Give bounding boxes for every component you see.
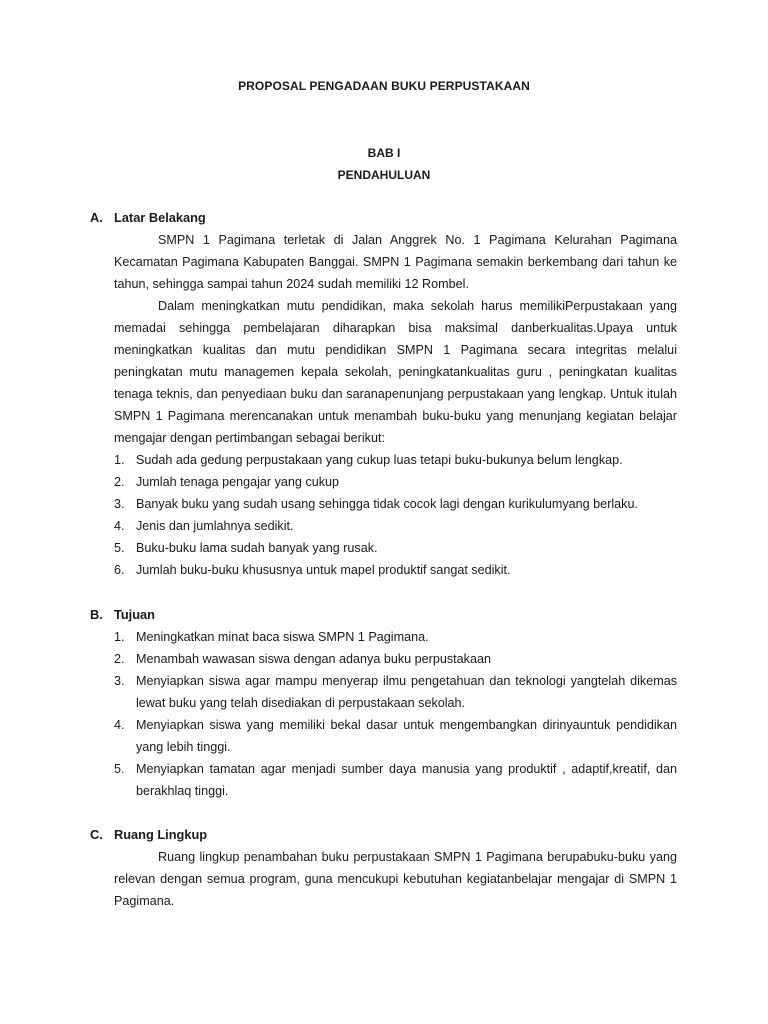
list-item-text: Menambah wawasan siswa dengan adanya buku perpustakaan [136,652,491,666]
list-item-number: 4. [114,519,125,533]
section-a-title: Latar Belakang [114,210,206,225]
list-item-number: 6. [114,563,125,577]
section-c-paragraph-1 [114,846,677,912]
list-item-text: Banyak buku yang sudah usang sehingga tidak cocok lagi dengan kurikulumyang berlaku. [136,497,638,511]
section-c-paragraph-1-text: Ruang lingkup penambahan buku perpustakaan SMPN 1 Pagimana berupabuku-buku yang relevan dengan semua program, guna mencukupi kebutuhan kegiatanbelajar mengajar di SMPN 1 Pagimana. [114,850,677,908]
list-item [114,714,677,758]
list-item-text: Sudah ada gedung perpustakaan yang cukup luas tetapi buku-bukunya belum lengkap. [136,453,623,467]
list-item [114,493,677,515]
section-b-title: Tujuan [114,607,155,622]
list-item [114,537,677,559]
section-c-title: Ruang Lingkup [114,827,208,842]
list-item-number: 2. [114,652,125,666]
list-item-number: 4. [114,718,125,732]
list-item [114,559,677,581]
section-b-heading [90,607,155,622]
section-a-heading [90,210,206,225]
section-b-list [114,626,677,802]
section-c-letter: C. [90,827,103,842]
section-b-letter: B. [90,607,103,622]
chapter-title: PENDAHULUAN [337,168,431,182]
list-item-number: 2. [114,475,125,489]
list-item-number: 1. [114,453,125,467]
chapter-number: BAB I [367,146,401,160]
document-title: PROPOSAL PENGADAAN BUKU PERPUSTAKAAN [238,79,530,93]
list-item-text: Menyiapkan siswa agar mampu menyerap ilmu pengetahuan dan teknologi yangtelah dikemas lewat buku yang telah disediakan di perpustakaan sekolah. [136,674,677,710]
list-item-text: Meningkatkan minat baca siswa SMPN 1 Pagimana. [136,630,429,644]
section-a-paragraph-1-text: SMPN 1 Pagimana terletak di Jalan Anggrek No. 1 Pagimana Kelurahan Pagimana Kecamatan Pagimana Kabupaten Banggai. SMPN 1 Pagimana semakin berkembang dari tahun ke tahun, sehingga sampai tahun 2024 sudah memiliki 12 Rombel. [114,233,677,291]
list-item-text: Jenis dan jumlahnya sedikit. [136,519,294,533]
list-item [114,758,677,802]
list-item-text: Jumlah tenaga pengajar yang cukup [136,475,340,489]
list-item-number: 3. [114,674,125,688]
section-a-paragraph-1 [114,229,677,295]
list-item-text: Menyiapkan siswa yang memiliki bekal dasar untuk mengembangkan dirinyauntuk pendidikan yang lebih tinggi. [136,718,677,754]
list-item [114,471,677,493]
section-a-list [114,449,677,581]
list-item [114,626,677,648]
list-item [114,515,677,537]
list-item-text: Menyiapkan tamatan agar menjadi sumber daya manusia yang produktif , adaptif,kreatif, dan berakhlaq tinggi. [136,762,677,798]
list-item-text: Jumlah buku-buku khususnya untuk mapel produktif sangat sedikit. [136,563,511,577]
list-item-number: 5. [114,541,125,555]
list-item-number: 5. [114,762,125,776]
list-item [114,648,677,670]
section-a-paragraph-2 [114,295,677,449]
list-item-number: 3. [114,497,125,511]
section-a-letter: A. [90,210,103,225]
list-item-number: 1. [114,630,125,644]
list-item-text: Buku-buku lama sudah banyak yang rusak. [136,541,378,555]
list-item [114,449,677,471]
list-item [114,670,677,714]
section-a-paragraph-2-text: Dalam meningkatkan mutu pendidikan, maka sekolah harus memilikiPerpustakaan yang memadai sehingga pembelajaran diharapkan bisa maksimal danberkualitas.Upaya untuk meningkatkan kualitas dan mutu pendidikan SMPN 1 Pagimana secara integritas melalui peningkatan mutu managemen kepala sekolah, peningkatankualitas guru , peningkatan kualitas tenaga teknis, dan penyediaan buku dan saranapenunjang perpustakaan yang lengkap. Untuk itulah SMPN 1 Pagimana merencanakan untuk menambah buku-buku yang menunjang kegiatan belajar mengajar dengan pertimbangan sebagai berikut: [114,299,677,445]
section-c-heading [90,827,207,842]
